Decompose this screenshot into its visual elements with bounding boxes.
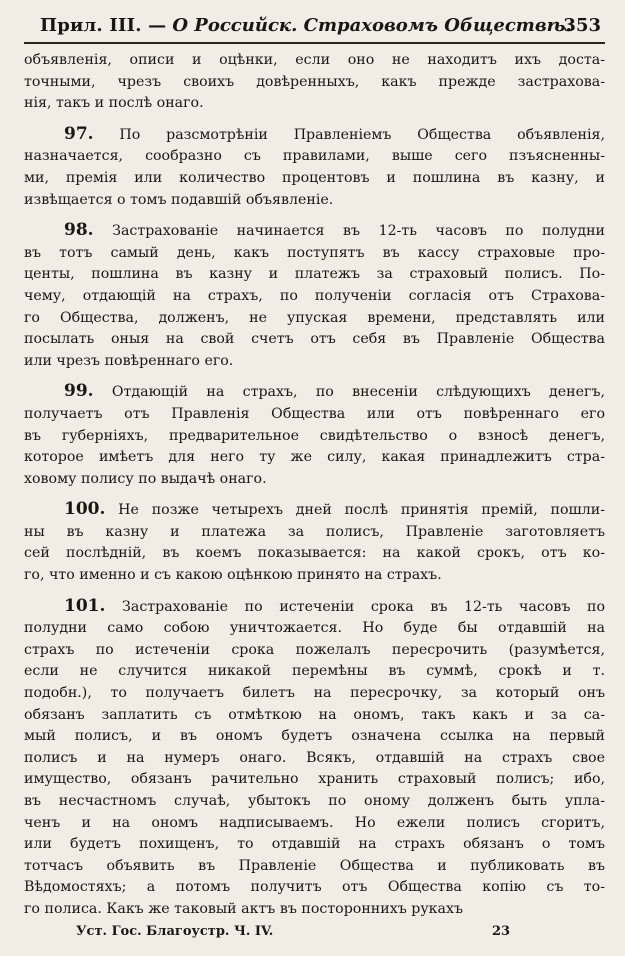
- article-paragraph: [24, 381, 605, 490]
- line-text: го Общества, долженъ, не упуская времени, представлять или: [24, 309, 605, 326]
- article-number: 98.: [64, 220, 94, 241]
- line-text: тотчасъ объявить въ Правленіе Общества и публиковать въ: [24, 857, 605, 874]
- footer-signature: Уст. Гос. Благоустр. Ч. IV.: [76, 924, 274, 939]
- line-text: Отдающій на страхъ, по внесеніи слѣдующихъ денегъ,: [111, 384, 605, 401]
- line-text: центы, пошлина въ казну и платежъ за страховый полисъ. По-: [24, 266, 605, 283]
- header-rule: [24, 42, 605, 44]
- text-line: [24, 243, 605, 265]
- text-line: [24, 661, 605, 683]
- line-text: ховому полису по выдачѣ онаго.: [24, 470, 267, 487]
- article-paragraph: [24, 596, 605, 921]
- text-line: [24, 834, 605, 856]
- article-paragraph: [24, 220, 605, 372]
- line-text: полисъ и на нумеръ онаго. Всякъ, отдавшій на страхъ свое: [24, 749, 605, 766]
- line-text: или чрезъ повѣреннаго его.: [24, 352, 234, 369]
- article-number: 101.: [64, 595, 106, 616]
- line-text: мый полисъ, и въ ономъ будетъ означена ссылка на первый: [24, 728, 605, 745]
- line-text: сей послѣдній, въ коемъ показывается: на какой срокъ, отъ ко-: [24, 545, 605, 562]
- body-text: [24, 50, 605, 921]
- line-text: ны въ казну и платежа за полисъ, Правленіе заготовляетъ: [24, 523, 605, 540]
- text-line: [24, 351, 605, 373]
- text-line: [24, 596, 605, 619]
- line-text: ченъ и на ономъ надписываемъ. Но ежели полисъ сгоритъ,: [24, 814, 605, 831]
- article-number: 100.: [64, 499, 106, 520]
- line-text: посылать оныя на свой счетъ отъ себя въ Правленіе Общества: [24, 331, 605, 348]
- line-text: назначается, сообразно съ правилами, выше сего пзъясненны-: [24, 148, 605, 165]
- text-line: [24, 705, 605, 727]
- text-line: [24, 50, 605, 72]
- footer-sheet-number: 23: [492, 924, 511, 939]
- line-text: страхъ по истеченіи срока пожелалъ пересрочить (разумѣется,: [24, 641, 605, 658]
- text-line: [24, 791, 605, 813]
- line-text: Застрахованіе начинается въ 12-ть часовъ по полудни: [112, 223, 605, 240]
- article-paragraph: [24, 499, 605, 586]
- text-line: [24, 522, 605, 544]
- line-text: нія, такъ и послѣ онаго.: [24, 95, 204, 112]
- header-appendix-label: Прил. III. —: [40, 14, 167, 36]
- text-line: [24, 168, 605, 190]
- line-text: Вѣдомостяхъ; а потомъ получитъ отъ Общества копію съ то-: [24, 879, 605, 896]
- text-line: [24, 769, 605, 791]
- line-text: въ несчастномъ случаѣ, убытокъ по оному долженъ быть упла-: [24, 793, 605, 809]
- line-text: ми, премія или количество процентовъ и пошлина въ казну, и: [24, 169, 605, 186]
- text-line: [24, 618, 605, 640]
- text-line: [24, 93, 605, 115]
- text-line: [24, 381, 605, 404]
- text-line: [24, 565, 605, 587]
- text-line: [24, 877, 605, 899]
- text-line: [24, 447, 605, 469]
- text-line: [24, 856, 605, 878]
- text-line: [24, 813, 605, 835]
- article-number: 99.: [64, 381, 94, 402]
- page-number: 353: [563, 14, 601, 36]
- text-line: [24, 72, 605, 94]
- text-line: [24, 220, 605, 243]
- text-line: [24, 124, 605, 147]
- text-line: [24, 308, 605, 330]
- text-line: [24, 286, 605, 308]
- line-text: Не позже четырехъ дней послѣ принятія премій, пошли-: [118, 502, 605, 519]
- text-line: [24, 683, 605, 705]
- line-text: или будетъ похищенъ, то отдавшій на страхъ обязанъ о томъ: [24, 836, 605, 853]
- line-text: получаетъ отъ Правленія Общества или отъ повѣреннаго его: [24, 405, 605, 422]
- article-number: 97.: [64, 123, 94, 144]
- line-text: точными, чрезъ своихъ довѣренныхъ, какъ прежде застрахова-: [24, 73, 605, 90]
- line-text: имущество, обязанъ рачительно хранить страховый полисъ; ибо,: [24, 771, 605, 788]
- text-line: [24, 899, 605, 921]
- line-text: полудни само собою уничтожается. Но буде бы отдавшій на: [24, 620, 605, 637]
- article-paragraph: [24, 124, 605, 211]
- line-text: извѣщается о томъ подавшій объявленіе.: [24, 191, 334, 208]
- text-line: [24, 748, 605, 770]
- text-line: [24, 726, 605, 748]
- line-text: чему, отдающій на страхъ, по полученіи согласія отъ Страхова-: [24, 287, 605, 304]
- text-line: [24, 499, 605, 522]
- line-text: которое имѣетъ для него ту же силу, какая принадлежитъ стра-: [24, 449, 605, 466]
- text-line: [24, 426, 605, 448]
- line-text: Застрахованіе по истеченіи срока въ 12-ть часовъ по: [122, 598, 605, 615]
- line-text: въ тотъ самый день, какъ поступятъ въ кассу страховые про-: [24, 244, 605, 261]
- text-line: [24, 190, 605, 212]
- text-line: [24, 404, 605, 426]
- line-text: го, что именно и съ какою оцѣнкою принято на страхъ.: [24, 567, 442, 584]
- line-text: По разсмотрѣніи Правленіемъ Общества объявленія,: [119, 126, 605, 143]
- line-text: го полиса. Какъ же таковый актъ въ постороннихъ рукахъ: [24, 900, 464, 917]
- line-text: если не случится никакой перемѣны въ суммѣ, срокѣ и т.: [24, 663, 605, 680]
- running-header: [24, 8, 605, 42]
- page-footer: [24, 924, 605, 946]
- text-line: [24, 640, 605, 662]
- text-line: [24, 469, 605, 491]
- text-line: [24, 543, 605, 565]
- line-text: подобн.), то получаетъ билетъ на пересрочку, за который онъ: [24, 685, 605, 702]
- text-line: [24, 264, 605, 286]
- continued-paragraph: [24, 50, 605, 115]
- text-line: [24, 329, 605, 351]
- text-line: [24, 146, 605, 168]
- line-text: въ губерніяхъ, предварительное свидѣтельство о взносѣ денегъ,: [24, 427, 605, 444]
- line-text: объявленія, описи и оцѣнки, если оно не находитъ ихъ доста-: [24, 52, 605, 68]
- line-text: обязанъ заплатить съ отмѣткою на ономъ, такъ какъ и за са-: [24, 706, 605, 723]
- header-title: О Российск. Страховомъ Обществѣ.: [172, 14, 572, 36]
